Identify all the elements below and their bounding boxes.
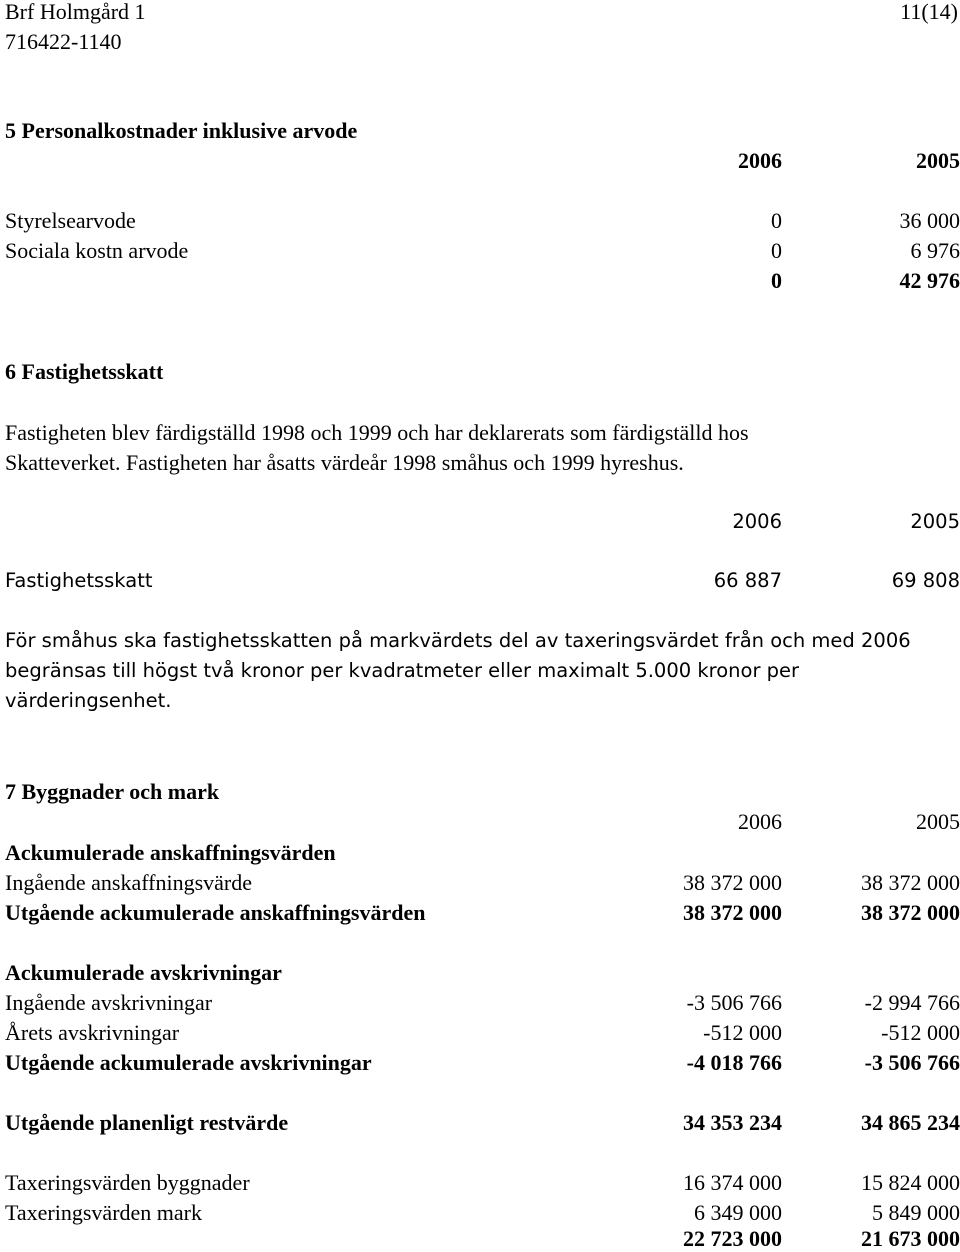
page-number: 11(14)	[900, 0, 958, 24]
tax-buildings-v2006: 16 374 000	[683, 1170, 782, 1195]
dep-year-v2005: -512 000	[881, 1020, 960, 1045]
note7-title: 7 Byggnader och mark	[5, 779, 220, 804]
note6-text-line: Fastigheten blev färdigställd 1998 och 1999 och har deklarerats som färdigställd hos	[5, 420, 749, 445]
note6-note-line: begränsas till högst två kronor per kvadratmeter eller maximalt 5.000 kronor per	[5, 659, 800, 682]
org-number: 716422-1140	[5, 29, 122, 54]
dep-in-v2005: -2 994 766	[864, 990, 960, 1015]
note5-total-2005: 42 976	[899, 268, 960, 293]
tax-total-v2006: 22 723 000	[683, 1226, 782, 1251]
acq-heading: Ackumulerade anskaffningsvärden	[5, 840, 336, 865]
note6-year-2005: 2005	[910, 510, 960, 533]
dep-year-v2006: -512 000	[703, 1020, 782, 1045]
acq-in-v2006: 38 372 000	[683, 870, 782, 895]
tax-land-label: Taxeringsvärden mark	[5, 1200, 202, 1225]
note6-note-line: värderingsenhet.	[5, 689, 172, 712]
note5-row-v2005: 6 976	[910, 238, 960, 263]
acq-in-v2005: 38 372 000	[861, 870, 960, 895]
note6-title: 6 Fastighetsskatt	[5, 359, 164, 384]
note5-row-label: Sociala kostn arvode	[5, 238, 189, 263]
note7-year-2005: 2005	[916, 809, 960, 834]
note6-row-v2006: 66 887	[713, 569, 782, 592]
acq-in-label: Ingående anskaffningsvärde	[5, 870, 252, 895]
note6-note-line: För småhus ska fastighetsskatten på markvärdets del av taxeringsvärdet från och med 2006	[5, 629, 911, 652]
note6-row-v2005: 69 808	[891, 569, 960, 592]
note7-year-2006: 2006	[738, 809, 782, 834]
note6-year-2006: 2006	[732, 510, 782, 533]
residual-label: Utgående planenligt restvärde	[5, 1110, 289, 1135]
dep-in-label: Ingående avskrivningar	[5, 990, 213, 1015]
note5-row-v2005: 36 000	[899, 208, 960, 233]
tax-land-v2005: 5 849 000	[872, 1200, 960, 1225]
tax-land-v2006: 6 349 000	[694, 1200, 782, 1225]
note5-row-v2006: 0	[771, 208, 782, 233]
tax-total-v2005: 21 673 000	[861, 1226, 960, 1251]
residual-v2005: 34 865 234	[861, 1110, 960, 1135]
dep-out-label: Utgående ackumulerade avskrivningar	[5, 1050, 372, 1075]
note6-text-line: Skatteverket. Fastigheten har åsatts värdeår 1998 småhus och 1999 hyreshus.	[5, 450, 684, 475]
note5-year-2005: 2005	[916, 148, 960, 173]
dep-heading: Ackumulerade avskrivningar	[5, 960, 282, 985]
dep-out-v2005: -3 506 766	[864, 1050, 960, 1075]
note5-row-label: Styrelsearvode	[5, 208, 136, 233]
note6-row-label: Fastighetsskatt	[5, 569, 153, 592]
residual-v2006: 34 353 234	[683, 1110, 782, 1135]
dep-year-label: Årets avskrivningar	[5, 1020, 180, 1045]
note5-title: 5 Personalkostnader inklusive arvode	[5, 118, 358, 143]
note5-row-v2006: 0	[771, 238, 782, 263]
dep-in-v2006: -3 506 766	[686, 990, 782, 1015]
note5-total-2006: 0	[771, 268, 782, 293]
note5-year-2006: 2006	[738, 148, 782, 173]
tax-buildings-label: Taxeringsvärden byggnader	[5, 1170, 250, 1195]
dep-out-v2006: -4 018 766	[686, 1050, 782, 1075]
tax-buildings-v2005: 15 824 000	[861, 1170, 960, 1195]
acq-out-v2006: 38 372 000	[683, 900, 782, 925]
org-name: Brf Holmgård 1	[5, 0, 146, 24]
acq-out-v2005: 38 372 000	[861, 900, 960, 925]
acq-out-label: Utgående ackumulerade anskaffningsvärden	[5, 900, 426, 925]
